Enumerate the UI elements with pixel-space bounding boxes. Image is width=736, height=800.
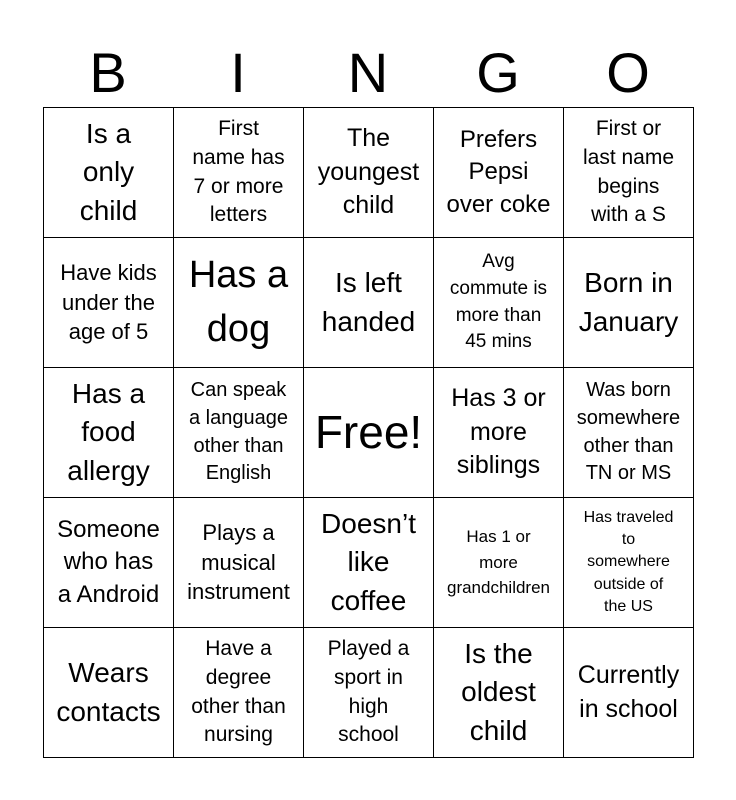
header-letter-i: I [230,41,246,104]
bingo-cell-r4c4[interactable]: Has 1 or more grandchildren [433,497,564,628]
bingo-cell-r1c1[interactable]: Is a only child [43,107,174,238]
bingo-cell-r2c3[interactable]: Is left handed [303,237,434,368]
bingo-cell-r3c1[interactable]: Has a food allergy [43,367,174,498]
bingo-cell-r2c1[interactable]: Have kids under the age of 5 [43,237,174,368]
bingo-cell-r3c2[interactable]: Can speak a language other than English [173,367,304,498]
bingo-header [43,38,693,108]
bingo-cell-r4c5[interactable]: Has traveled to somewhere outside of the US [563,497,694,628]
header-letter-o: O [606,41,650,104]
bingo-cell-r2c5[interactable]: Born in January [563,237,694,368]
bingo-cell-r5c1[interactable]: Wears contacts [43,627,174,758]
bingo-cell-r4c1[interactable]: Someone who has a Android [43,497,174,628]
bingo-cell-r4c2[interactable]: Plays a musical instrument [173,497,304,628]
bingo-cell-r5c3[interactable]: Played a sport in high school [303,627,434,758]
bingo-cell-r1c3[interactable]: The youngest child [303,107,434,238]
bingo-cell-r1c5[interactable]: First or last name begins with a S [563,107,694,238]
bingo-cell-r2c2[interactable]: Has a dog [173,237,304,368]
header-letter-b: B [89,41,127,104]
bingo-cell-free[interactable]: Free! [303,367,434,498]
header-letter-g: G [476,41,520,104]
bingo-cell-r4c3[interactable]: Doesn’t like coffee [303,497,434,628]
bingo-cell-r1c2[interactable]: First name has 7 or more letters [173,107,304,238]
bingo-cell-r1c4[interactable]: Prefers Pepsi over coke [433,107,564,238]
bingo-board [43,107,693,757]
bingo-cell-r5c4[interactable]: Is the oldest child [433,627,564,758]
bingo-cell-r3c4[interactable]: Has 3 or more siblings [433,367,564,498]
bingo-cell-r3c5[interactable]: Was born somewhere other than TN or MS [563,367,694,498]
bingo-cell-r5c5[interactable]: Currently in school [563,627,694,758]
bingo-cell-r2c4[interactable]: Avg commute is more than 45 mins [433,237,564,368]
header-letter-n: N [347,41,389,104]
bingo-cell-r5c2[interactable]: Have a degree other than nursing [173,627,304,758]
